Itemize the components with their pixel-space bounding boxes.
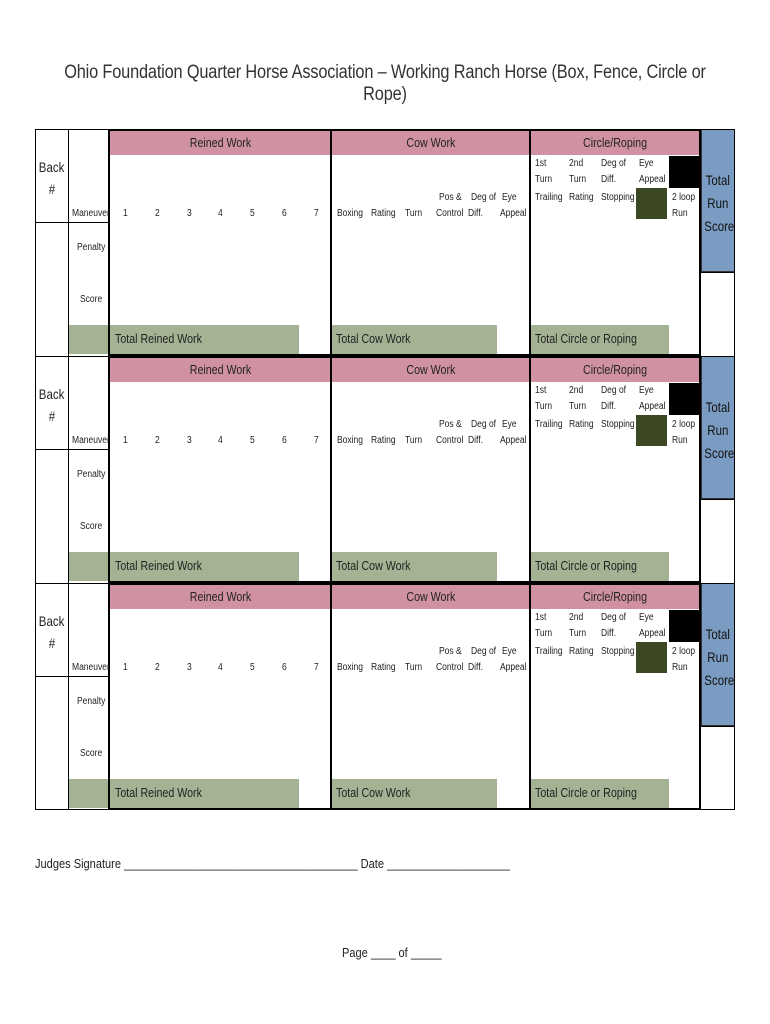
penalty-label: Penalty (77, 469, 106, 480)
maneuver-number: 7 (313, 208, 319, 219)
circle-col-label-1: 1st (535, 158, 547, 169)
cow-col-label: Boxing (337, 662, 363, 673)
reined-work-header (110, 589, 330, 604)
total-circle-roping-label: Total Circle or Roping (535, 331, 637, 346)
cow-work-header-label: Cow Work (406, 135, 455, 150)
cow-work-divider (330, 583, 332, 810)
reined-work-header (110, 135, 330, 150)
circle-col-label-3: Trailing (535, 192, 563, 203)
circle-col-label-2: Appeal (639, 628, 666, 639)
circle-col-label-1: Deg of (601, 612, 627, 623)
cow-work-header (332, 135, 529, 150)
total-reined-work-label: Total Reined Work (115, 785, 202, 800)
two-loop-label: 2 loop (672, 419, 696, 430)
top-thick-border (108, 129, 701, 131)
cow-col-label: Turn (405, 435, 423, 446)
total-run-score-label-line: Score (704, 445, 735, 461)
circle-col-label-3: Stopping (601, 192, 635, 203)
reined-work-header-label: Reined Work (189, 135, 251, 150)
page-number-line[interactable]: Page ____ of _____ (342, 945, 442, 960)
total-run-score-label (701, 396, 735, 465)
cow-col-label: Control (436, 208, 464, 219)
total-run-score-label-line: Run (707, 195, 729, 211)
cow-col-label-top: Eye (502, 646, 517, 657)
total-run-score-label-line: Run (707, 422, 729, 438)
score-label: Score (80, 294, 103, 305)
circle-roping-divider (529, 583, 531, 810)
back-number-label-line: # (48, 181, 55, 197)
circle-col-label-1: Deg of (601, 385, 627, 396)
total-run-score-bottom (701, 499, 735, 500)
cow-work-header (332, 589, 529, 604)
top-thick-border (108, 583, 701, 585)
maneuver-number: 4 (218, 662, 224, 673)
left-thick-border (108, 129, 110, 356)
circle-col-label-2: Turn (569, 401, 587, 412)
circle-col-label-3: Trailing (535, 419, 563, 430)
circle-col-label-1: 2nd (569, 158, 584, 169)
cow-work-header-label: Cow Work (406, 362, 455, 377)
circle-col-label-1: Deg of (601, 158, 627, 169)
cow-work-header-label: Cow Work (406, 589, 455, 604)
cow-col-label: Appeal (500, 435, 527, 446)
maneuver-number: 5 (250, 662, 255, 673)
shaded-cell (636, 642, 667, 673)
cow-col-label-top: Deg of (471, 192, 497, 203)
cow-col-label: Boxing (337, 208, 363, 219)
cow-col-label: Rating (371, 662, 396, 673)
circle-roping-divider (529, 356, 531, 583)
penalty-label: Penalty (77, 696, 106, 707)
back-number-total-cell (68, 552, 110, 581)
entry-row (35, 129, 735, 356)
total-circle-roping-label: Total Circle or Roping (535, 558, 637, 573)
blocked-cell (669, 156, 699, 188)
two-loop-run-label: Run (672, 208, 688, 219)
circle-col-label-1: Eye (639, 158, 654, 169)
back-number-total-cell (68, 325, 110, 354)
total-run-divider (699, 583, 701, 810)
judges-signature-line[interactable]: Judges Signature ______________________________________ Date ____________________ (35, 856, 511, 871)
total-cow-work-label: Total Cow Work (336, 785, 411, 800)
cow-col-label: Control (436, 662, 464, 673)
circle-col-label-2: Appeal (639, 401, 666, 412)
total-run-score-label (701, 169, 735, 238)
maneuver-number: 3 (186, 662, 192, 673)
back-number-label (35, 156, 68, 200)
circle-col-label-1: 1st (535, 612, 547, 623)
back-number-label-line: Back (38, 613, 65, 629)
cow-col-label: Diff. (468, 435, 483, 446)
outer-right-border (734, 583, 735, 810)
circle-col-label-2: Turn (569, 174, 587, 185)
back-number-label-line: Back (38, 159, 65, 175)
score-label: Score (80, 521, 103, 532)
maneuver-number: 2 (154, 662, 160, 673)
back-maneuver-line (35, 222, 110, 223)
back-maneuver-line (35, 449, 110, 450)
cow-col-label: Diff. (468, 662, 483, 673)
circle-roping-header-label: Circle/Roping (582, 135, 647, 150)
circle-col-label-2: Appeal (639, 174, 666, 185)
circle-col-label-2: Diff. (601, 628, 616, 639)
total-run-score-label-line: Total (705, 626, 731, 642)
total-run-score-label (701, 623, 735, 692)
circle-col-label-1: Eye (639, 385, 654, 396)
cow-col-label-top: Deg of (471, 419, 497, 430)
back-number-total-cell (68, 779, 110, 808)
cow-work-divider (330, 356, 332, 583)
total-run-score-label-line: Total (705, 399, 731, 415)
circle-col-label-2: Diff. (601, 401, 616, 412)
total-run-score-label-line: Total (705, 172, 731, 188)
cow-col-label: Diff. (468, 208, 483, 219)
back-column-divider (68, 583, 69, 810)
cow-col-label: Appeal (500, 662, 527, 673)
maneuver-number: 3 (186, 208, 192, 219)
circle-col-label-3: Stopping (601, 419, 635, 430)
circle-col-label-3: Rating (569, 192, 594, 203)
entry-row (35, 583, 735, 810)
blocked-cell (669, 383, 699, 415)
back-column-divider (68, 356, 69, 583)
maneuver-number: 1 (123, 208, 128, 219)
maneuver-number: 3 (186, 435, 192, 446)
sheet-bottom-border (35, 809, 735, 810)
maneuver-number: 5 (250, 435, 255, 446)
maneuver-number: 7 (313, 435, 319, 446)
circle-col-label-3: Rating (569, 419, 594, 430)
circle-col-label-1: Eye (639, 612, 654, 623)
circle-col-label-2: Turn (535, 401, 553, 412)
left-thick-border (108, 356, 110, 583)
score-label: Score (80, 748, 103, 759)
total-run-score-label-line: Score (704, 672, 735, 688)
outer-right-border (734, 129, 735, 356)
back-number-label (35, 383, 68, 427)
total-cow-work-label: Total Cow Work (336, 558, 411, 573)
shaded-cell (636, 415, 667, 446)
two-loop-label: 2 loop (672, 646, 696, 657)
cow-col-label: Boxing (337, 435, 363, 446)
circle-col-label-2: Diff. (601, 174, 616, 185)
back-number-label (35, 610, 68, 654)
total-run-score-bottom (701, 726, 735, 727)
circle-col-label-3: Stopping (601, 646, 635, 657)
circle-roping-header (531, 135, 699, 150)
circle-col-label-2: Turn (535, 174, 553, 185)
penalty-label: Penalty (77, 242, 106, 253)
two-loop-run-label: Run (672, 662, 688, 673)
top-thick-border (108, 356, 701, 358)
circle-col-label-1: 1st (535, 385, 547, 396)
reined-work-header-label: Reined Work (189, 362, 251, 377)
circle-roping-divider (529, 129, 531, 356)
total-run-score-label-line: Score (704, 218, 735, 234)
cow-col-label: Turn (405, 662, 423, 673)
total-reined-work-label: Total Reined Work (115, 558, 202, 573)
total-run-divider (699, 129, 701, 356)
maneuver-label: Maneuver (72, 208, 110, 219)
back-column-divider (68, 129, 69, 356)
back-maneuver-line (35, 676, 110, 677)
maneuver-number: 1 (123, 662, 128, 673)
circle-col-label-3: Rating (569, 646, 594, 657)
circle-roping-header (531, 362, 699, 377)
two-loop-run-label: Run (672, 435, 688, 446)
reined-work-header (110, 362, 330, 377)
maneuver-number: 2 (154, 435, 160, 446)
maneuver-number: 6 (282, 662, 287, 673)
maneuver-number: 4 (218, 435, 224, 446)
maneuver-label: Maneuver (72, 435, 110, 446)
total-cow-work-label: Total Cow Work (336, 331, 411, 346)
maneuver-number: 2 (154, 208, 160, 219)
maneuver-number: 6 (282, 208, 287, 219)
left-thick-border (108, 583, 110, 810)
cow-work-header (332, 362, 529, 377)
maneuver-number: 7 (313, 662, 319, 673)
blocked-cell (669, 610, 699, 642)
cow-col-label: Rating (371, 435, 396, 446)
cow-col-label: Appeal (500, 208, 527, 219)
circle-col-label-2: Turn (569, 628, 587, 639)
cow-col-label: Rating (371, 208, 396, 219)
outer-right-border (734, 356, 735, 583)
circle-col-label-2: Turn (535, 628, 553, 639)
total-circle-roping-label: Total Circle or Roping (535, 785, 637, 800)
circle-roping-header-label: Circle/Roping (582, 362, 647, 377)
cow-col-label-top: Eye (502, 419, 517, 430)
cow-col-label-top: Pos & (439, 419, 462, 430)
reined-work-header-label: Reined Work (189, 589, 251, 604)
total-run-divider (699, 356, 701, 583)
shaded-cell (636, 188, 667, 219)
circle-roping-header-label: Circle/Roping (582, 589, 647, 604)
maneuver-number: 5 (250, 208, 255, 219)
page-title: Ohio Foundation Quarter Horse Association – Working Ranch Horse (Box, Fence, Circle or Rope) (64, 62, 706, 105)
maneuver-label: Maneuver (72, 662, 110, 673)
maneuver-number: 1 (123, 435, 128, 446)
maneuver-number: 4 (218, 208, 224, 219)
two-loop-label: 2 loop (672, 192, 696, 203)
entry-row (35, 356, 735, 583)
back-number-label-line: # (48, 635, 55, 651)
circle-col-label-1: 2nd (569, 612, 584, 623)
cow-col-label-top: Pos & (439, 646, 462, 657)
circle-col-label-3: Trailing (535, 646, 563, 657)
back-number-label-line: # (48, 408, 55, 424)
back-number-label-line: Back (38, 386, 65, 402)
cow-col-label-top: Eye (502, 192, 517, 203)
cow-col-label-top: Deg of (471, 646, 497, 657)
total-run-score-label-line: Run (707, 649, 729, 665)
circle-roping-header (531, 589, 699, 604)
cow-col-label: Control (436, 435, 464, 446)
cow-col-label: Turn (405, 208, 423, 219)
total-reined-work-label: Total Reined Work (115, 331, 202, 346)
total-run-score-bottom (701, 272, 735, 273)
cow-work-divider (330, 129, 332, 356)
maneuver-number: 6 (282, 435, 287, 446)
cow-col-label-top: Pos & (439, 192, 462, 203)
circle-col-label-1: 2nd (569, 385, 584, 396)
